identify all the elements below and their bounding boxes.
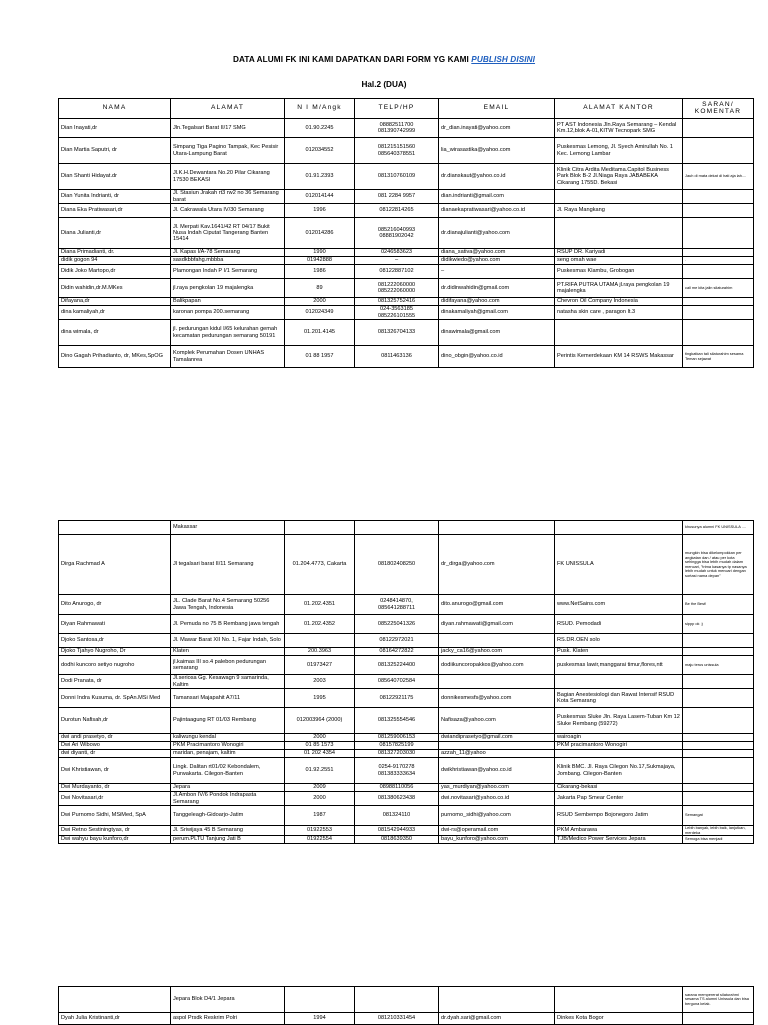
- alamat-cell: Jl.K.H.Dewantara No.20 Pilar Cikarang 17530 BEKASI: [171, 164, 285, 190]
- saran-cell: Semangat: [683, 806, 754, 826]
- alamat-kantor-cell: [555, 320, 683, 346]
- alamat-cell: Lingk. Dalitan rt01/02 Kebondalem, Purwakarta. Cilegon-Banten: [171, 758, 285, 784]
- alamat-cell: Balikpapan: [171, 298, 285, 306]
- table-row: [59, 836, 754, 844]
- saran-cell: [683, 675, 754, 689]
- saran-cell: [683, 648, 754, 656]
- nama-cell: Dwi Purnomo Sidhi, MSiMed, SpA: [59, 806, 171, 826]
- alamat-kantor-cell: Chevron Oil Company Indonesia: [555, 298, 683, 306]
- alamat-kantor-cell: Klinik BMC. Jl. Raya Cilegon No.17,Sukmajaya, Jombang. Cilegon-Banten: [555, 758, 683, 784]
- nama-cell: didik gogon 94: [59, 257, 171, 265]
- email-cell: [439, 742, 555, 750]
- telp-cell: 081259006153: [355, 734, 439, 742]
- table-row: [59, 204, 754, 218]
- telp-cell: 081325224400: [355, 656, 439, 675]
- table-row: [59, 190, 754, 204]
- nim-cell: 01922554: [285, 836, 355, 844]
- nim-cell: 2009: [285, 784, 355, 792]
- nim-cell: 01.202.4351: [285, 595, 355, 615]
- alamat-kantor-cell: PKM Ambarawa: [555, 826, 683, 836]
- saran-cell: [683, 138, 754, 164]
- table-row: [59, 279, 754, 298]
- saran-cell: tingkatkan tali silaturahim sesama Teman sejawat: [683, 346, 754, 368]
- telp-cell: 0254-9170278 081383333634: [355, 758, 439, 784]
- table-row: [59, 784, 754, 792]
- nama-cell: Dwi wahyu bayu kunforo,dr: [59, 836, 171, 844]
- nim-cell: 01.204.4773, Cakarta: [285, 535, 355, 595]
- email-cell: dodiikuncoropakkos@yahoo.com: [439, 656, 555, 675]
- nim-cell: 01.92.2551: [285, 758, 355, 784]
- nama-cell: dina wimala, dr: [59, 320, 171, 346]
- alumni-table-2: [58, 520, 754, 844]
- telp-cell: 0818639350: [355, 836, 439, 844]
- nim-cell: 89: [285, 279, 355, 298]
- nama-cell: Durotun Nafisah,dr: [59, 708, 171, 734]
- telp-cell: 08122972021: [355, 634, 439, 648]
- alamat-cell: PKM Pracimantoro Wonogiri: [171, 742, 285, 750]
- saran-cell: maju terus unissula: [683, 656, 754, 675]
- alamat-cell: Pajintaagung RT 01/03 Rembang: [171, 708, 285, 734]
- alamat-cell: jl. pedurungan kidul I/65 kelurahan gemah kecamatan pedurungan semarang 50191: [171, 320, 285, 346]
- alumni-table-1: [58, 98, 754, 368]
- header-saran: SARAN/ KOMENTAR: [683, 99, 754, 119]
- email-cell: dinawimala@gmail.com: [439, 320, 555, 346]
- publish-link[interactable]: PUBLISH DISINI: [471, 55, 536, 64]
- alamat-cell: sasdkbbfahg.mbbba: [171, 257, 285, 265]
- saran-cell: [683, 1013, 754, 1025]
- saran-cell: Semoga bisa menjadi: [683, 836, 754, 844]
- table-row: [59, 257, 754, 265]
- email-cell: purnomo_sidhi@yahoo.com: [439, 806, 555, 826]
- nim-cell: 1986: [285, 265, 355, 279]
- telp-cell: 08157825199: [355, 742, 439, 750]
- alamat-kantor-cell: RS.DR.OEN solo: [555, 634, 683, 648]
- saran-cell: [683, 634, 754, 648]
- saran-cell: [683, 119, 754, 138]
- alamat-cell: kaliwungu kendal: [171, 734, 285, 742]
- nama-cell: Dwi Murdayanto, dr: [59, 784, 171, 792]
- nim-cell: 2000: [285, 792, 355, 806]
- telp-cell: [355, 987, 439, 1013]
- saran-cell: [683, 689, 754, 708]
- table-row: [59, 138, 754, 164]
- nama-cell: Dodi Pranata, dr: [59, 675, 171, 689]
- table-row: [59, 656, 754, 675]
- table-row: [59, 1013, 754, 1025]
- saran-cell: khusunya alumni FK UNISSULA ....: [683, 521, 754, 535]
- telp-cell: 024-3563185 085226101555: [355, 306, 439, 320]
- nama-cell: Didik Joko Martopo,dr: [59, 265, 171, 279]
- telp-cell: 081542944933: [355, 826, 439, 836]
- alamat-kantor-cell: Pusk. Klaten: [555, 648, 683, 656]
- email-cell: dr.dianskaut@yahoo.co.id: [439, 164, 555, 190]
- nama-cell: dwi andi prasetyo, dr: [59, 734, 171, 742]
- alamat-cell: Jepara Blok D4/1 Jepara: [171, 987, 285, 1013]
- saran-cell: sarana mempererat silaturahmi sesama TS alumni Unissula dan bisa berguna kelak.: [683, 987, 754, 1013]
- alamat-cell: Komplek Perumahan Dosen UNHAS Tamalanrea: [171, 346, 285, 368]
- nim-cell: 01.201.4145: [285, 320, 355, 346]
- saran-cell: [683, 742, 754, 750]
- table-row: [59, 708, 754, 734]
- table-row: [59, 615, 754, 634]
- nama-cell: Dwi Ari Wibowo: [59, 742, 171, 750]
- alamat-cell: aspol Prsdk Reskrim Polri: [171, 1013, 285, 1025]
- email-cell: dianaekapratiwasari@yahoo.co.id: [439, 204, 555, 218]
- saran-cell: [683, 218, 754, 249]
- alamat-kantor-cell: [555, 521, 683, 535]
- alamat-cell: perum.PLTU Tanjung Jati B: [171, 836, 285, 844]
- nama-cell: Dyah Julia Kristinanti,dr: [59, 1013, 171, 1025]
- saran-cell: [683, 792, 754, 806]
- page-subtitle: Hal.2 (DUA): [361, 80, 407, 89]
- alamat-kantor-cell: Dinkes Kota Bogor: [555, 1013, 683, 1025]
- alamat-kantor-cell: Jakarta Pap Smear Center: [555, 792, 683, 806]
- table-row: [59, 535, 754, 595]
- email-cell: dwiandiprasetyo@gmail.com: [439, 734, 555, 742]
- header-email: EMAIL: [439, 99, 555, 119]
- telp-cell: 081325752416: [355, 298, 439, 306]
- telp-cell: 081325554546: [355, 708, 439, 734]
- nim-cell: 1996: [285, 204, 355, 218]
- nama-cell: Diana Julianti,dr: [59, 218, 171, 249]
- nama-cell: [59, 521, 171, 535]
- table-row: [59, 742, 754, 750]
- alamat-kantor-cell: RSUD. Pemodadi: [555, 615, 683, 634]
- table-row: [59, 675, 754, 689]
- table-row: [59, 218, 754, 249]
- nim-cell: 01 202 4354: [285, 750, 355, 758]
- nama-cell: Difayana,dr: [59, 298, 171, 306]
- email-cell: didikwiedo@yahoo.com: [439, 257, 555, 265]
- nim-cell: 01.202.4352: [285, 615, 355, 634]
- email-cell: dino_obgin@yahoo.co.id: [439, 346, 555, 368]
- nim-cell: 01922553: [285, 826, 355, 836]
- alamat-kantor-cell: Perintis Kemerdekaan KM 14 RSWS Makassar: [555, 346, 683, 368]
- table-row: [59, 320, 754, 346]
- alamat-cell: Jl. Stasiun Jrakah rt3 rw2 no 36 Semarang barat: [171, 190, 285, 204]
- telp-cell: 081222060000 085222060000: [355, 279, 439, 298]
- alamat-kantor-cell: PKM pracimantoro Wonogiri: [555, 742, 683, 750]
- table-row: [59, 265, 754, 279]
- email-cell: diyan.rahmawati@gmail.com: [439, 615, 555, 634]
- alamat-cell: Jl. Mawar Barat XII No. 1, Fajar Indah, Solo: [171, 634, 285, 648]
- alamat-cell: Jl.Ambon IV/6 Pondok Indrapasta Semarang: [171, 792, 285, 806]
- table-row: [59, 521, 754, 535]
- nim-cell: 2000: [285, 298, 355, 306]
- alumni-table-3: [58, 986, 754, 1025]
- nama-cell: Diyan Rahmawati: [59, 615, 171, 634]
- alamat-cell: Jl. Merpati Kav.1641/42 RT 04/17 Bukit Nusa Indah Ciputat Tangerang Banten 15414: [171, 218, 285, 249]
- telp-cell: 08122814265: [355, 204, 439, 218]
- alamat-kantor-cell: RSUP DR. Kariyadi: [555, 249, 683, 257]
- table-row: [59, 634, 754, 648]
- nama-cell: Dian Shanti Hidayat.dr: [59, 164, 171, 190]
- telp-cell: 085216040993 08881902042: [355, 218, 439, 249]
- email-cell: dr.dianajulianti@yahoo.com: [439, 218, 555, 249]
- table-row: [59, 595, 754, 615]
- title-text: DATA ALUMI FK INI KAMI DAPATKAN DARI FORM YG KAMI: [232, 55, 472, 64]
- email-cell: –: [439, 265, 555, 279]
- table-row: [59, 119, 754, 138]
- email-cell: dr.dyah.sari@gmail.com: [439, 1013, 555, 1025]
- alamat-kantor-cell: Cikarang-bekasi: [555, 784, 683, 792]
- nim-cell: 012003964 (2000): [285, 708, 355, 734]
- telp-cell: 08988110056: [355, 784, 439, 792]
- saran-cell: [683, 758, 754, 784]
- telp-cell: 08122921175: [355, 689, 439, 708]
- alamat-cell: Jepara: [171, 784, 285, 792]
- nim-cell: 01 85 1573: [285, 742, 355, 750]
- telp-cell: 085225041326: [355, 615, 439, 634]
- saran-cell: [683, 734, 754, 742]
- saran-cell: Be the Best!: [683, 595, 754, 615]
- alamat-kantor-cell: PT.RIFA PUTRA UTAMA jl.raya pengkolan 19 majalengka: [555, 279, 683, 298]
- saran-cell: sippp ok ;): [683, 615, 754, 634]
- saran-cell: call me kita jalin silaturahim: [683, 279, 754, 298]
- table-row: [59, 734, 754, 742]
- nama-cell: dodhi kuncoro setiyo nugroho: [59, 656, 171, 675]
- nim-cell: [285, 521, 355, 535]
- alamat-cell: jl.kaimas III so.4 palebon pedurungan semarang: [171, 656, 285, 675]
- alamat-kantor-cell: PT AST Indonesia Jln.Raya Semarang – Kendal Km.12,blok A-01,KITW Tecnopark SMG: [555, 119, 683, 138]
- table-row: [59, 758, 754, 784]
- alamat-kantor-cell: seng omah wae: [555, 257, 683, 265]
- nama-cell: [59, 987, 171, 1013]
- nama-cell: Donni Indra Kusuma, dr. SpAn.MSi Med: [59, 689, 171, 708]
- alamat-kantor-cell: [555, 987, 683, 1013]
- alamat-cell: jl.raya pengkolan 19 majalengka: [171, 279, 285, 298]
- alamat-kantor-cell: www.NetSains.com: [555, 595, 683, 615]
- telp-cell: 085640702584: [355, 675, 439, 689]
- alamat-kantor-cell: natasha skin care , paragon lt.3: [555, 306, 683, 320]
- email-cell: dito.anurogo@gmail.com: [439, 595, 555, 615]
- nama-cell: Dian Inayati,dr: [59, 119, 171, 138]
- nim-cell: 1994: [285, 1013, 355, 1025]
- email-cell: bayu_kunforo@yahoo.com: [439, 836, 555, 844]
- email-cell: dwi-rs@operamail.com: [439, 826, 555, 836]
- table-row: [59, 164, 754, 190]
- alamat-kantor-cell: FK UNISSULA: [555, 535, 683, 595]
- nim-cell: 1987: [285, 806, 355, 826]
- telp-cell: 081802408250: [355, 535, 439, 595]
- nama-cell: Diana Eka Pratiwasari,dr: [59, 204, 171, 218]
- saran-cell: [683, 249, 754, 257]
- page-title: [0, 55, 768, 64]
- alamat-kantor-cell: RSUD Sembempo Bojonegoro Jatim: [555, 806, 683, 826]
- nim-cell: 012014286: [285, 218, 355, 249]
- header-nim: N I M/Angk: [285, 99, 355, 119]
- nim-cell: 1995: [285, 689, 355, 708]
- header-alamat-kantor: ALAMAT KANTOR: [555, 99, 683, 119]
- email-cell: diana_sativa@yahoo.com: [439, 249, 555, 257]
- alamat-kantor-cell: Bagian Anestesiologi dan Rawat Intensif RSUD Kota Semarang: [555, 689, 683, 708]
- nim-cell: [285, 634, 355, 648]
- telp-cell: 081326704133: [355, 320, 439, 346]
- nim-cell: 01.90.2245: [285, 119, 355, 138]
- nim-cell: 200.3963: [285, 648, 355, 656]
- table-row: [59, 306, 754, 320]
- alamat-cell: Jl. Cakrawala Utara IV/30 Semarang: [171, 204, 285, 218]
- alamat-kantor-cell: puskesmas lawir,manggarai timur,flores,ntt: [555, 656, 683, 675]
- nama-cell: Djoko Santosa,dr: [59, 634, 171, 648]
- saran-cell: [683, 708, 754, 734]
- alamat-kantor-cell: [555, 218, 683, 249]
- saran-cell: .: [683, 257, 754, 265]
- table-row: [59, 792, 754, 806]
- telp-cell: 08882511700 081390742999: [355, 119, 439, 138]
- table-row: [59, 648, 754, 656]
- header-alamat: ALAMAT: [171, 99, 285, 119]
- alamat-kantor-cell: Puskesmas Lemong, Jl. Syech Amirullah No. 1 Kec. Lemong Lambar: [555, 138, 683, 164]
- nama-cell: dina kamaliyah,dr: [59, 306, 171, 320]
- nama-cell: Dian Yunita Indrianti, dr: [59, 190, 171, 204]
- telp-cell: –: [355, 257, 439, 265]
- saran-cell: [683, 784, 754, 792]
- alamat-cell: Klaten: [171, 648, 285, 656]
- saran-cell: [683, 190, 754, 204]
- saran-cell: [683, 320, 754, 346]
- alamat-kantor-cell: Puskesmas Sluke Jln. Raya Lasem-Tuban Km 12 Sluke Rembang (59272): [555, 708, 683, 734]
- alamat-kantor-cell: [555, 190, 683, 204]
- email-cell: donnikesmesfs@yahoo.com: [439, 689, 555, 708]
- nama-cell: dwi diyanti, dr: [59, 750, 171, 758]
- alamat-kantor-cell: wairoagin: [555, 734, 683, 742]
- table-row: [59, 346, 754, 368]
- email-cell: [439, 521, 555, 535]
- table-row: [59, 826, 754, 836]
- nim-cell: 01.91.2393: [285, 164, 355, 190]
- telp-cell: 081324110: [355, 806, 439, 826]
- header-telp: TELP/HP: [355, 99, 439, 119]
- email-cell: dian.indrianti@gmail.com: [439, 190, 555, 204]
- nama-cell: Djoko Tjahyo Nugroho, Dr: [59, 648, 171, 656]
- email-cell: Nafisaza@yahoo.com: [439, 708, 555, 734]
- table-row: [59, 750, 754, 758]
- email-cell: azzah_11@yahoo: [439, 750, 555, 758]
- saran-cell: [683, 750, 754, 758]
- telp-cell: 081 2284 9957: [355, 190, 439, 204]
- nama-cell: Dwi Retno Sestiningtyas, dr: [59, 826, 171, 836]
- saran-cell: Lebih banyak, lebih baik, lanjutkan, merdeka: [683, 826, 754, 836]
- nim-cell: 01973427: [285, 656, 355, 675]
- email-cell: dr_dian.inayati@yahoo.com: [439, 119, 555, 138]
- email-cell: dwi.novitasari@yahoo.co.id: [439, 792, 555, 806]
- email-cell: dr.didinwahidin@gmail.com: [439, 279, 555, 298]
- telp-cell: 081327203030: [355, 750, 439, 758]
- alamat-cell: JL. Clade Barat No.4 Semarang 50256 Jawa Tengah, Indonesia: [171, 595, 285, 615]
- alamat-kantor-cell: [555, 750, 683, 758]
- alamat-cell: Makassar: [171, 521, 285, 535]
- email-cell: didifayana@yahoo.com: [439, 298, 555, 306]
- telp-cell: 0246583623: [355, 249, 439, 257]
- saran-cell: [683, 265, 754, 279]
- alamat-cell: Simpang Tiga Pagino Tampak, Kec Pesisir Utara-Lampung Barat: [171, 138, 285, 164]
- nim-cell: [285, 987, 355, 1013]
- nim-cell: 012024349: [285, 306, 355, 320]
- alamat-cell: Jl. Pemuda no 75 B Rembang jawa tengah: [171, 615, 285, 634]
- telp-cell: [355, 521, 439, 535]
- saran-cell: mungkin bisa dikelompokkan per angkatan dan / atau per kota sehingga bisa lebih mudah dalam mencari, "trima kasanya tp nasanya lebih mudah untuk mencari dengan sortasi nama depan": [683, 535, 754, 595]
- nama-cell: Dian Martia Saputri, dr: [59, 138, 171, 164]
- nim-cell: 2003: [285, 675, 355, 689]
- nim-cell: 2000: [285, 734, 355, 742]
- email-cell: lia_wirasastika@yahoo.com: [439, 138, 555, 164]
- telp-cell: 081210331454: [355, 1013, 439, 1025]
- table-row: [59, 298, 754, 306]
- alamat-kantor-cell: TJB/Medico Power Services Jepara: [555, 836, 683, 844]
- nama-cell: Dwi Novitasari,dr: [59, 792, 171, 806]
- alamat-cell: Jl tegalsari barat II/11 Semarang: [171, 535, 285, 595]
- email-cell: dr_dirga@yahoo.com: [439, 535, 555, 595]
- telp-cell: 08122887102: [355, 265, 439, 279]
- nama-cell: Dirga Rachmad A: [59, 535, 171, 595]
- nim-cell: 1990: [285, 249, 355, 257]
- nama-cell: Dwi Khristiawan, dr: [59, 758, 171, 784]
- telp-cell: 0811463136: [355, 346, 439, 368]
- alamat-cell: maridan, penajam, kaltim: [171, 750, 285, 758]
- alamat-cell: karonan pompa 200.semarang: [171, 306, 285, 320]
- nim-cell: 012014144: [285, 190, 355, 204]
- table-row: [59, 249, 754, 257]
- nama-cell: Diana Primadianti, dr.: [59, 249, 171, 257]
- email-cell: yas_murdiyan@yahoo.com: [439, 784, 555, 792]
- email-cell: [439, 987, 555, 1013]
- table-row: [59, 689, 754, 708]
- nama-cell: Dino Gagah Prihadianto, dr, MKes,SpOG: [59, 346, 171, 368]
- header-nama: NAMA: [59, 99, 171, 119]
- nim-cell: 01942888: [285, 257, 355, 265]
- email-cell: jacky_ca16@yahoo.com: [439, 648, 555, 656]
- table-row: [59, 987, 754, 1013]
- email-cell: dinakamaliyah@gmail.com: [439, 306, 555, 320]
- alamat-kantor-cell: Puskesmas Klambu, Grobogan: [555, 265, 683, 279]
- telp-cell: 081215151560 085640378551: [355, 138, 439, 164]
- alamat-kantor-cell: [555, 675, 683, 689]
- table-header-row: [59, 99, 754, 119]
- telp-cell: 08164272822: [355, 648, 439, 656]
- table-row: [59, 806, 754, 826]
- email-cell: dwikhristiawan@yahoo.co.id: [439, 758, 555, 784]
- nama-cell: Didin wahidin,dr.M.MKes: [59, 279, 171, 298]
- nim-cell: 01 88 1957: [285, 346, 355, 368]
- saran-cell: [683, 306, 754, 320]
- alamat-cell: Plamongan Indah P I/1 Semarang: [171, 265, 285, 279]
- alamat-cell: Tamansari Majapahit A7/11: [171, 689, 285, 708]
- alamat-cell: Tanggeleagh-Gidoarjo-Jatim: [171, 806, 285, 826]
- alamat-cell: Jl. Sriwijaya 45 B Semarang: [171, 826, 285, 836]
- nim-cell: 012034552: [285, 138, 355, 164]
- telp-cell: 0248414870, 085641288711: [355, 595, 439, 615]
- alamat-cell: Jl. Kapas I/A-78 Semarang: [171, 249, 285, 257]
- alamat-cell: Jln.Tegalsari Barat II/17 SMG: [171, 119, 285, 138]
- saran-cell: [683, 204, 754, 218]
- alamat-kantor-cell: Jl. Raya Mangkang: [555, 204, 683, 218]
- alamat-cell: Jl.seriosa Gg. Kesawagn 9 samarinda, Kaltim: [171, 675, 285, 689]
- saran-cell: [683, 298, 754, 306]
- saran-cell: Jauh di mata dekat di hati aja lah....: [683, 164, 754, 190]
- alamat-kantor-cell: Klinik Citra Ardita Meditama.Capitol Business Park Blok B-2 Jl.Niaga Raya JABABEKA Cikarang 1755D. Bekasi: [555, 164, 683, 190]
- email-cell: [439, 634, 555, 648]
- email-cell: [439, 675, 555, 689]
- telp-cell: 081310760109: [355, 164, 439, 190]
- nama-cell: Dito Anurogo, dr: [59, 595, 171, 615]
- telp-cell: 081380623438: [355, 792, 439, 806]
